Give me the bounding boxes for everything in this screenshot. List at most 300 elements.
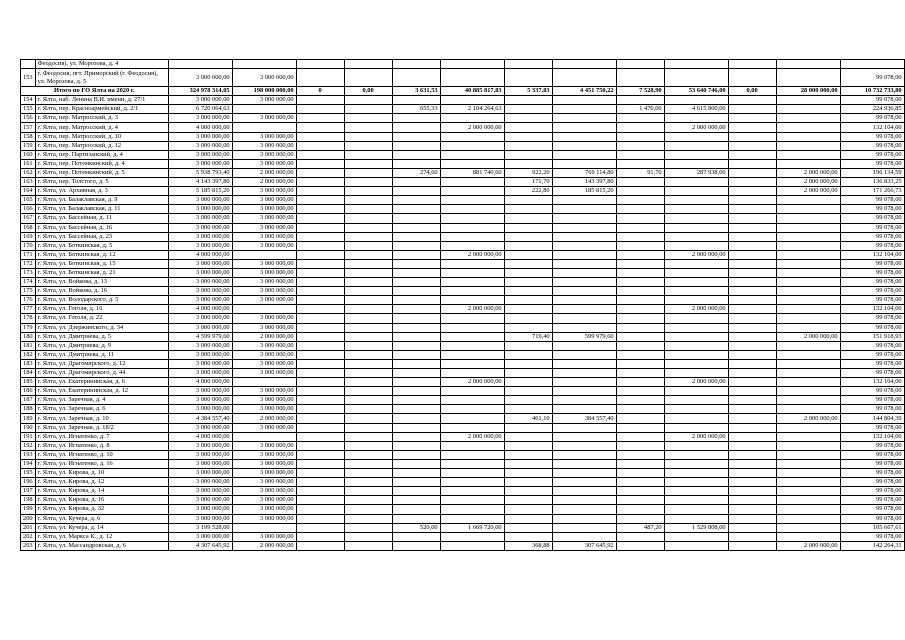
cell-c13 [728,132,776,141]
row-number-cell: 181 [21,341,36,350]
cell-c10 [552,459,616,468]
cell-c8 [440,232,504,241]
cell-c6 [344,487,392,496]
cell-c13 [728,123,776,132]
cell-c12 [664,187,728,196]
cell-c11 [616,505,664,514]
cell-c8 [440,314,504,323]
last-cost-cell: 99 078,00 [840,405,904,414]
cell-c13 [728,305,776,314]
cell-c7 [392,250,440,259]
table-row [21,350,905,359]
row-number-cell: 167 [21,214,36,223]
cell-c4: 3 000 000,00 [232,278,296,287]
cell-c4: 3 000 000,00 [232,214,296,223]
table-row [21,232,905,241]
row-number-cell: 163 [21,178,36,187]
cell-c6 [344,432,392,441]
address-cell: г. Ялта, пер. Матросский, д. 3 [35,114,168,123]
row-number-cell: 202 [21,532,36,541]
total-cost-cell: 3 000 000,00 [168,241,232,250]
cell-c9: 719,40 [504,332,552,341]
cell-c12 [664,114,728,123]
total-cost-cell: 4 599 979,60 [168,332,232,341]
address-cell: г. Ялта, пер. Матросский, д. 4 [35,123,168,132]
last-cost-cell: 99 078,00 [840,441,904,450]
address-cell: г. Ялта, ул. Боткинская, д. 15 [35,259,168,268]
cell-c11 [616,132,664,141]
cell-c10: 769 114,80 [552,168,616,177]
cell-c12 [664,514,728,523]
last-cost-cell: 99 078,00 [840,159,904,168]
address-cell: г. Ялта, ул. Кучера, д. 6 [35,514,168,523]
total-label: Итого по ГО Ялта на 2020 г. [21,87,169,96]
cell-c14 [776,505,840,514]
cell-c10 [552,223,616,232]
last-cost-cell: 99 078,00 [840,150,904,159]
cell-c13 [728,432,776,441]
cell-c14 [776,223,840,232]
cell-c9 [504,296,552,305]
cell-c7 [392,114,440,123]
cell-c13 [728,478,776,487]
row-number-cell: 159 [21,141,36,150]
cell-c6 [344,387,392,396]
cell-c14 [776,496,840,505]
total-cost-cell: 3 000 000,00 [168,496,232,505]
total-cost-cell: 3 000 000,00 [168,159,232,168]
last-cost-cell: 99 078,00 [840,296,904,305]
cell-c7 [392,459,440,468]
cell-c9 [504,223,552,232]
cell-c6 [344,414,392,423]
cell-c7 [392,178,440,187]
address-cell: г. Ялта, пер. Потемкинский, д. 5 [35,168,168,177]
cell-c12: 2 000 000,00 [664,305,728,314]
cell-c6 [344,132,392,141]
cell-c8 [440,487,504,496]
cell-c5 [296,205,344,214]
cell-c7 [392,369,440,378]
total-c9: 5 337,83 [504,87,552,96]
cell-c8 [440,141,504,150]
cell-c8: 2 000 000,00 [440,305,504,314]
last-cost-cell: 99 078,00 [840,396,904,405]
cell-c9 [504,478,552,487]
row-number-cell: 184 [21,369,36,378]
cell-c10 [552,514,616,523]
row-number-cell: 191 [21,432,36,441]
cell-c8 [440,396,504,405]
cell-c14 [776,450,840,459]
cell-c10: 307 645,92 [552,541,616,550]
row-number-cell: 186 [21,387,36,396]
cell-c9 [504,432,552,441]
cell-c14 [776,523,840,532]
last-cost-cell: 132 104,00 [840,432,904,441]
cell-c10 [552,505,616,514]
cell-c10 [552,278,616,287]
cell-c14 [776,514,840,523]
cell-c14 [776,250,840,259]
last-cost-cell: 99 078,00 [840,423,904,432]
cell-c10 [552,141,616,150]
cell-c14 [776,232,840,241]
cell-c4 [232,378,296,387]
cell-c4: 3 000 000,00 [232,232,296,241]
cell-c4: 3 000 000,00 [232,159,296,168]
cell-c14 [776,296,840,305]
cell-c7 [392,259,440,268]
table-row [21,278,905,287]
total-cost-cell: 3 000 000,00 [168,314,232,323]
address-cell: г. Ялта, ул. Балаклавская, д. 11 [35,205,168,214]
cell-c10 [552,532,616,541]
cell-c4: 3 000 000,00 [232,268,296,277]
total-c13: 0,00 [728,87,776,96]
cell-c6 [344,359,392,368]
cell-c10: 599 979,60 [552,332,616,341]
cell-c7 [392,296,440,305]
total-c10: 4 451 750,22 [552,87,616,96]
address-cell: г. Ялта, ул. Екатерининская, д. 6 [35,378,168,387]
cell-c5 [296,323,344,332]
address-cell: г. Ялта, пер. Матросский, д. 12 [35,141,168,150]
cell [168,60,232,69]
cell-c13 [728,114,776,123]
cell-c10 [552,423,616,432]
last-cost-cell: 196 134,59 [840,168,904,177]
address-cell: г. Ялта, ул. Балаклавская, д. 9 [35,196,168,205]
total-cost-cell: 3 000 000,00 [168,259,232,268]
cell-c8 [440,478,504,487]
table-row [21,114,905,123]
last-cost-cell: 99 078,00 [840,214,904,223]
total-last: 10 732 733,80 [840,87,904,96]
cell-c14 [776,387,840,396]
cell-c6 [344,369,392,378]
cell-c12 [664,96,728,105]
cell-c4: 3 000 000,00 [232,469,296,478]
cell-c11 [616,205,664,214]
table-row [21,168,905,177]
cell-c6 [344,105,392,114]
cell-c13 [728,450,776,459]
cell-c12: 2 000 000,00 [664,123,728,132]
cell [728,69,776,87]
cell-c9 [504,387,552,396]
cell-c7 [392,496,440,505]
cell-c5 [296,405,344,414]
cell-c9: 171,70 [504,178,552,187]
cell-c10 [552,405,616,414]
last-cost-cell: 99 078,00 [840,450,904,459]
table-row [21,305,905,314]
address-cell: г. Ялта, пер. Красноармейский, д. 2/1 [35,105,168,114]
cell-c11 [616,250,664,259]
cell-c10: 143 397,80 [552,178,616,187]
cell-c6 [344,341,392,350]
cell-c9 [504,123,552,132]
table-row [21,69,905,87]
cell-c7 [392,487,440,496]
cell-c5 [296,441,344,450]
cell-c12 [664,314,728,323]
cell-c5 [296,250,344,259]
cell-c14 [776,359,840,368]
cell-c11 [616,405,664,414]
total-cost-cell: 3 000 000,00 [168,387,232,396]
cell-c5 [296,459,344,468]
cell-c7 [392,396,440,405]
cell-c13 [728,232,776,241]
cell-c12 [664,232,728,241]
total-cost-cell: 3 000 000,00 [168,223,232,232]
cell-c14 [776,123,840,132]
address-cell: г. Ялта, ул. Игнатенко, д. 10 [35,450,168,459]
table-row [21,241,905,250]
total-cost-cell: 4 000 000,00 [168,432,232,441]
row-number-cell: 187 [21,396,36,405]
total-cost-cell: 3 199 528,00 [168,523,232,532]
cell-c13 [728,350,776,359]
cell-c8 [440,405,504,414]
cell [504,69,552,87]
cell-c14 [776,132,840,141]
cell-c11 [616,305,664,314]
cell-c8 [440,514,504,523]
cell-c12 [664,178,728,187]
total-cost-cell: 4 000 000,00 [168,250,232,259]
cell-c9 [504,378,552,387]
cell-c12: 2 000 000,00 [664,432,728,441]
cell-c8 [440,350,504,359]
row-number-cell: 193 [21,450,36,459]
cell-c9 [504,469,552,478]
total-cost-cell: 3 000 000,00 [168,278,232,287]
cell-c6 [344,459,392,468]
cell-c10 [552,205,616,214]
cell-c6 [344,150,392,159]
cell-c9 [504,259,552,268]
cell-c6 [344,123,392,132]
cell-c13 [728,187,776,196]
table-row [21,396,905,405]
cell-c7: 655,33 [392,105,440,114]
row-number-cell: 179 [21,323,36,332]
cell-c12 [664,478,728,487]
last-cost-cell: 99 078,00 [840,387,904,396]
cell-c10: 384 557,40 [552,414,616,423]
cell-c7 [392,223,440,232]
cell-c6 [344,278,392,287]
cell-c12: 2 000 000,00 [664,378,728,387]
cell-c10 [552,232,616,241]
last-cost-cell: 99 078,00 [840,259,904,268]
cell-c11 [616,241,664,250]
cell-c14 [776,278,840,287]
cell-c13 [728,105,776,114]
cell-c8 [440,205,504,214]
cell-c5 [296,105,344,114]
row-number-cell: 178 [21,314,36,323]
row-number-cell: 194 [21,459,36,468]
cell-c5 [296,350,344,359]
total-cost-cell: 4 143 397,80 [168,178,232,187]
cell-c11 [616,541,664,550]
registry-table-body [21,60,905,551]
cell-c8: 2 000 000,00 [440,378,504,387]
cell-c11 [616,223,664,232]
cell-c14 [776,150,840,159]
cell-c11 [616,450,664,459]
cell-c7 [392,414,440,423]
total-cost-cell: 3 000 000,00 [168,69,232,87]
cell-c14 [776,405,840,414]
total-cost-cell: 5 185 815,20 [168,187,232,196]
cell-c8: 2 000 000,00 [440,250,504,259]
cell-c8 [440,296,504,305]
cell [392,60,440,69]
cell-c9 [504,305,552,314]
cell-c6 [344,168,392,177]
cell-c14 [776,369,840,378]
cell-c4 [232,305,296,314]
total-cost-cell: 3 000 000,00 [168,150,232,159]
cell-c5 [296,196,344,205]
registry-table [20,59,905,551]
cell-c6 [344,96,392,105]
cell-c13 [728,314,776,323]
cell-c7 [392,505,440,514]
row-number-cell: 189 [21,414,36,423]
cell-c11 [616,287,664,296]
total-cost-cell: 3 000 000,00 [168,423,232,432]
table-row [21,423,905,432]
cell-c12 [664,487,728,496]
cell-c5 [296,369,344,378]
last-cost-cell: 99 078,00 [840,314,904,323]
cell-c4: 3 000 000,00 [232,323,296,332]
row-number-cell: 166 [21,205,36,214]
row-number-cell: 188 [21,405,36,414]
last-cost-cell: 224 936,85 [840,105,904,114]
cell-c13 [728,359,776,368]
table-row [21,487,905,496]
table-row [21,259,905,268]
cell-c7 [392,478,440,487]
row-number-cell: 177 [21,305,36,314]
address-cell: г. Ялта, ул. Игнатенко, д. 7 [35,432,168,441]
cell-c11 [616,141,664,150]
cell-c8 [440,132,504,141]
cell-c4: 2 000 000,00 [232,414,296,423]
cell-c6 [344,378,392,387]
cell-c12 [664,141,728,150]
last-cost-cell: 99 078,00 [840,359,904,368]
cell-c13 [728,459,776,468]
table-row [21,105,905,114]
cell-c11 [616,469,664,478]
cell-c10 [552,378,616,387]
cell-c10 [552,341,616,350]
table-row [21,405,905,414]
cell-c10 [552,132,616,141]
last-cost-cell: 99 078,00 [840,69,904,87]
address-cell: г. Ялта, ул. Дзержинского, д. 34 [35,323,168,332]
cell-c5 [296,450,344,459]
cell-c7 [392,332,440,341]
cell-c12 [664,214,728,223]
cell-c9: 461,10 [504,414,552,423]
cell-c14 [776,341,840,350]
cell-c13 [728,505,776,514]
total-cost-cell: 4 384 557,40 [168,414,232,423]
cell [440,60,504,69]
last-cost-cell: 171 266,73 [840,187,904,196]
cell-c6 [344,450,392,459]
cell-c13 [728,223,776,232]
cell-c8 [440,532,504,541]
cell-c11 [616,478,664,487]
cell-c13 [728,332,776,341]
cell-c13 [728,159,776,168]
row-number-cell: 180 [21,332,36,341]
cell-c6 [344,332,392,341]
cell-c9 [504,369,552,378]
cell-c12 [664,469,728,478]
cell-c9 [504,205,552,214]
cell-c4: 3 000 000,00 [232,423,296,432]
cell-c6 [344,305,392,314]
table-row [21,332,905,341]
last-cost-cell: 99 078,00 [840,287,904,296]
cell-c14 [776,205,840,214]
cell-c5 [296,232,344,241]
total-c4: 198 000 000,00 [232,87,296,96]
cell-c12 [664,296,728,305]
cell-c8 [440,268,504,277]
cell-c6 [344,496,392,505]
cell-c10 [552,196,616,205]
address-cell: г. Ялта, ул. Игнатенко, д. 16 [35,459,168,468]
cell-c6 [344,141,392,150]
row-number-cell: 197 [21,487,36,496]
cell-c8 [440,241,504,250]
cell-c7 [392,268,440,277]
cell-c14 [776,268,840,277]
last-cost-cell: 99 078,00 [840,232,904,241]
cell-c4: 2 000 000,00 [232,332,296,341]
table-row [21,341,905,350]
cell-c14: 2 000 000,00 [776,414,840,423]
cell-c7 [392,387,440,396]
cell-c7 [392,205,440,214]
cell-c10 [552,323,616,332]
cell-c5 [296,505,344,514]
total-cost-cell: 3 000 000,00 [168,514,232,523]
row-number-cell: 175 [21,287,36,296]
cell [728,60,776,69]
cell-c9 [504,405,552,414]
cell-c6 [344,214,392,223]
cell-c13 [728,441,776,450]
last-cost-cell: 99 078,00 [840,514,904,523]
total-c7: 3 631,53 [392,87,440,96]
cell-c12: 2 000 000,00 [664,250,728,259]
cell-c10 [552,296,616,305]
address-cell: г. Ялта, наб. Ленина В.И. имени, д. 27/1 [35,96,168,105]
